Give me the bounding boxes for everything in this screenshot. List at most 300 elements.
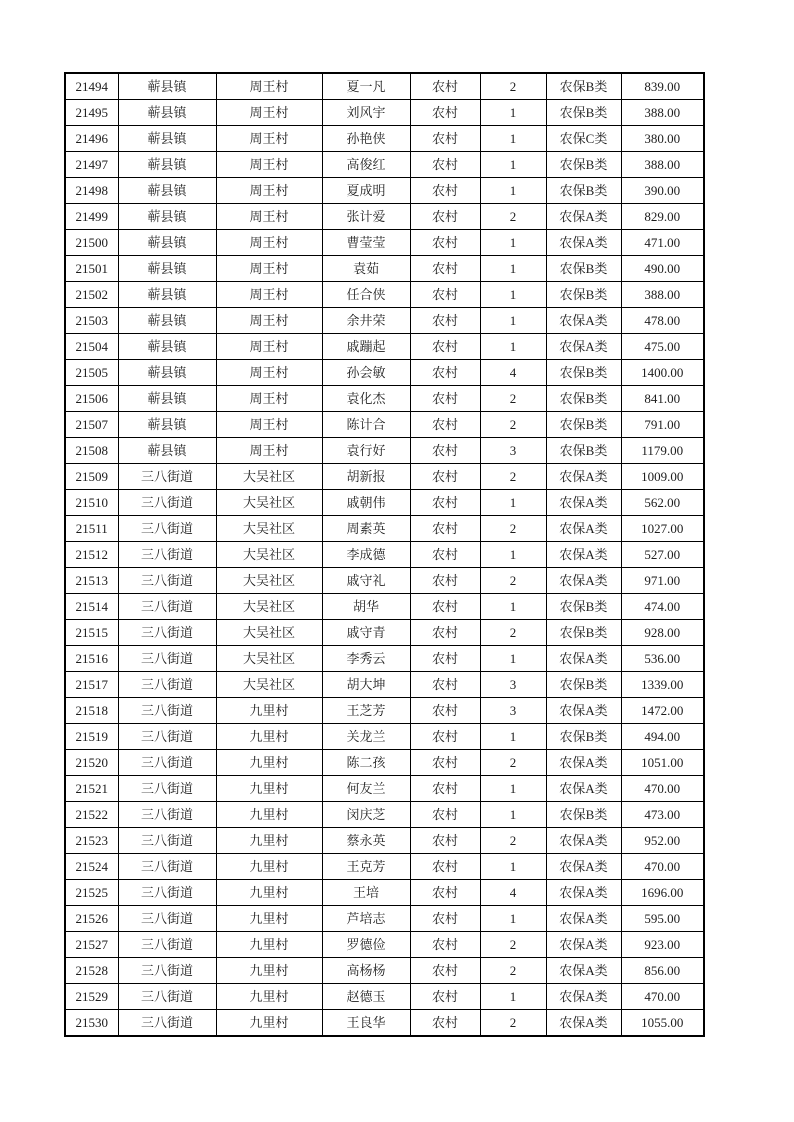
table-row [65,932,704,958]
cell-insurance-category: 农保B类 [546,594,621,620]
cell-residence-type: 农村 [410,672,480,698]
cell-town: 三八街道 [118,568,216,594]
table-row [65,880,704,906]
table-row [65,568,704,594]
cell-person-name: 王克芳 [322,854,410,880]
cell-town: 三八街道 [118,958,216,984]
cell-amount: 470.00 [621,984,704,1010]
cell-village: 九里村 [216,854,322,880]
cell-residence-type: 农村 [410,438,480,464]
cell-village: 九里村 [216,958,322,984]
cell-amount: 471.00 [621,230,704,256]
cell-village: 九里村 [216,828,322,854]
table-row [65,230,704,256]
cell-insurance-category: 农保A类 [546,854,621,880]
cell-serial-number: 21502 [65,282,118,308]
cell-person-name: 曹莹莹 [322,230,410,256]
cell-person-name: 高杨杨 [322,958,410,984]
cell-town: 三八街道 [118,594,216,620]
cell-village: 周王村 [216,438,322,464]
cell-serial-number: 21498 [65,178,118,204]
cell-residence-type: 农村 [410,750,480,776]
cell-town: 蕲县镇 [118,360,216,386]
table-row [65,724,704,750]
cell-person-count: 1 [480,334,546,360]
cell-town: 蕲县镇 [118,178,216,204]
cell-person-name: 任合侠 [322,282,410,308]
cell-village: 大吴社区 [216,542,322,568]
cell-town: 蕲县镇 [118,256,216,282]
cell-village: 周王村 [216,100,322,126]
cell-insurance-category: 农保A类 [546,542,621,568]
cell-insurance-category: 农保B类 [546,100,621,126]
cell-town: 蕲县镇 [118,412,216,438]
cell-person-name: 周素英 [322,516,410,542]
cell-town: 蕲县镇 [118,126,216,152]
cell-amount: 971.00 [621,568,704,594]
table-row [65,412,704,438]
cell-residence-type: 农村 [410,334,480,360]
cell-town: 三八街道 [118,672,216,698]
cell-insurance-category: 农保B类 [546,360,621,386]
cell-amount: 923.00 [621,932,704,958]
cell-insurance-category: 农保A类 [546,906,621,932]
cell-person-count: 4 [480,880,546,906]
cell-village: 九里村 [216,724,322,750]
cell-amount: 527.00 [621,542,704,568]
cell-residence-type: 农村 [410,256,480,282]
cell-serial-number: 21512 [65,542,118,568]
cell-amount: 388.00 [621,152,704,178]
cell-serial-number: 21507 [65,412,118,438]
cell-serial-number: 21527 [65,932,118,958]
cell-person-name: 芦培志 [322,906,410,932]
cell-amount: 1400.00 [621,360,704,386]
table-row [65,152,704,178]
table-row [65,516,704,542]
table-row [65,698,704,724]
cell-village: 大吴社区 [216,620,322,646]
cell-person-count: 4 [480,360,546,386]
cell-person-count: 2 [480,1010,546,1037]
cell-town: 蕲县镇 [118,100,216,126]
cell-town: 三八街道 [118,464,216,490]
cell-residence-type: 农村 [410,230,480,256]
cell-insurance-category: 农保C类 [546,126,621,152]
table-row [65,906,704,932]
cell-amount: 1009.00 [621,464,704,490]
cell-town: 蕲县镇 [118,334,216,360]
table-row [65,438,704,464]
cell-residence-type: 农村 [410,984,480,1010]
cell-residence-type: 农村 [410,73,480,100]
cell-person-name: 张计爱 [322,204,410,230]
cell-village: 周王村 [216,204,322,230]
cell-residence-type: 农村 [410,204,480,230]
table-row [65,256,704,282]
cell-insurance-category: 农保A类 [546,932,621,958]
cell-amount: 829.00 [621,204,704,230]
cell-residence-type: 农村 [410,594,480,620]
cell-town: 三八街道 [118,646,216,672]
cell-amount: 1179.00 [621,438,704,464]
cell-residence-type: 农村 [410,932,480,958]
cell-serial-number: 21504 [65,334,118,360]
table-row [65,672,704,698]
cell-serial-number: 21516 [65,646,118,672]
cell-person-name: 高俊红 [322,152,410,178]
cell-town: 蕲县镇 [118,230,216,256]
table-row [65,490,704,516]
table-row [65,464,704,490]
cell-village: 大吴社区 [216,646,322,672]
cell-town: 蕲县镇 [118,282,216,308]
cell-village: 周王村 [216,360,322,386]
cell-insurance-category: 农保A类 [546,776,621,802]
cell-village: 周王村 [216,73,322,100]
cell-village: 周王村 [216,308,322,334]
cell-insurance-category: 农保A类 [546,230,621,256]
cell-person-count: 1 [480,594,546,620]
cell-village: 九里村 [216,932,322,958]
cell-residence-type: 农村 [410,828,480,854]
cell-amount: 1027.00 [621,516,704,542]
cell-insurance-category: 农保B类 [546,152,621,178]
cell-person-name: 闵庆芝 [322,802,410,828]
table-row [65,750,704,776]
cell-person-name: 何友兰 [322,776,410,802]
cell-person-count: 1 [480,854,546,880]
cell-amount: 1339.00 [621,672,704,698]
cell-residence-type: 农村 [410,516,480,542]
cell-amount: 490.00 [621,256,704,282]
cell-serial-number: 21499 [65,204,118,230]
cell-person-count: 2 [480,932,546,958]
cell-person-count: 2 [480,386,546,412]
cell-town: 三八街道 [118,932,216,958]
cell-serial-number: 21496 [65,126,118,152]
cell-residence-type: 农村 [410,178,480,204]
records-table-body [65,73,704,1036]
cell-residence-type: 农村 [410,906,480,932]
cell-person-name: 陈计合 [322,412,410,438]
cell-person-count: 1 [480,100,546,126]
cell-village: 大吴社区 [216,516,322,542]
cell-insurance-category: 农保A类 [546,568,621,594]
cell-insurance-category: 农保A类 [546,464,621,490]
cell-insurance-category: 农保B类 [546,178,621,204]
cell-person-name: 李秀云 [322,646,410,672]
cell-serial-number: 21517 [65,672,118,698]
cell-town: 蕲县镇 [118,152,216,178]
cell-person-count: 1 [480,256,546,282]
cell-village: 大吴社区 [216,464,322,490]
cell-village: 大吴社区 [216,594,322,620]
cell-village: 九里村 [216,1010,322,1037]
cell-person-name: 关龙兰 [322,724,410,750]
cell-person-count: 2 [480,204,546,230]
cell-residence-type: 农村 [410,308,480,334]
cell-village: 九里村 [216,984,322,1010]
table-row [65,776,704,802]
cell-serial-number: 21506 [65,386,118,412]
cell-amount: 494.00 [621,724,704,750]
cell-residence-type: 农村 [410,802,480,828]
cell-person-count: 2 [480,73,546,100]
cell-insurance-category: 农保A类 [546,880,621,906]
cell-residence-type: 农村 [410,360,480,386]
cell-village: 大吴社区 [216,672,322,698]
cell-person-name: 夏成明 [322,178,410,204]
table-row [65,854,704,880]
cell-amount: 536.00 [621,646,704,672]
cell-residence-type: 农村 [410,568,480,594]
cell-insurance-category: 农保B类 [546,672,621,698]
cell-residence-type: 农村 [410,724,480,750]
cell-village: 九里村 [216,750,322,776]
cell-town: 三八街道 [118,620,216,646]
table-row [65,282,704,308]
cell-person-count: 3 [480,698,546,724]
cell-residence-type: 农村 [410,1010,480,1037]
cell-insurance-category: 农保B类 [546,256,621,282]
cell-amount: 1696.00 [621,880,704,906]
cell-person-count: 1 [480,906,546,932]
cell-person-count: 2 [480,568,546,594]
table-row [65,73,704,100]
cell-insurance-category: 农保A类 [546,204,621,230]
cell-amount: 388.00 [621,282,704,308]
cell-person-count: 1 [480,490,546,516]
cell-insurance-category: 农保B类 [546,802,621,828]
cell-serial-number: 21500 [65,230,118,256]
cell-person-count: 1 [480,776,546,802]
cell-amount: 475.00 [621,334,704,360]
cell-residence-type: 农村 [410,386,480,412]
table-row [65,126,704,152]
cell-town: 蕲县镇 [118,438,216,464]
table-row [65,334,704,360]
records-table [64,72,705,1037]
table-row [65,178,704,204]
cell-person-name: 袁行好 [322,438,410,464]
cell-town: 三八街道 [118,1010,216,1037]
cell-person-count: 3 [480,438,546,464]
cell-insurance-category: 农保A类 [546,828,621,854]
cell-insurance-category: 农保B类 [546,724,621,750]
cell-village: 周王村 [216,334,322,360]
cell-person-count: 2 [480,412,546,438]
cell-amount: 473.00 [621,802,704,828]
cell-town: 三八街道 [118,724,216,750]
cell-residence-type: 农村 [410,880,480,906]
cell-serial-number: 21519 [65,724,118,750]
cell-person-count: 1 [480,802,546,828]
cell-person-name: 袁茹 [322,256,410,282]
cell-residence-type: 农村 [410,620,480,646]
cell-insurance-category: 农保A类 [546,516,621,542]
cell-serial-number: 21505 [65,360,118,386]
cell-person-name: 陈二孩 [322,750,410,776]
cell-residence-type: 农村 [410,854,480,880]
cell-person-count: 2 [480,958,546,984]
table-row [65,984,704,1010]
cell-village: 大吴社区 [216,490,322,516]
cell-serial-number: 21529 [65,984,118,1010]
cell-person-name: 戚朝伟 [322,490,410,516]
cell-person-count: 2 [480,828,546,854]
cell-serial-number: 21513 [65,568,118,594]
cell-person-name: 夏一凡 [322,73,410,100]
cell-serial-number: 21523 [65,828,118,854]
cell-person-count: 3 [480,672,546,698]
cell-person-count: 1 [480,282,546,308]
cell-serial-number: 21524 [65,854,118,880]
cell-residence-type: 农村 [410,698,480,724]
cell-person-count: 1 [480,230,546,256]
table-row [65,620,704,646]
cell-town: 三八街道 [118,984,216,1010]
table-row [65,802,704,828]
table-row [65,308,704,334]
cell-amount: 388.00 [621,100,704,126]
cell-person-name: 刘风宇 [322,100,410,126]
cell-insurance-category: 农保A类 [546,750,621,776]
cell-person-name: 王培 [322,880,410,906]
cell-serial-number: 21525 [65,880,118,906]
cell-person-count: 1 [480,152,546,178]
cell-person-count: 1 [480,542,546,568]
cell-residence-type: 农村 [410,776,480,802]
cell-serial-number: 21522 [65,802,118,828]
cell-village: 周王村 [216,126,322,152]
cell-insurance-category: 农保B类 [546,282,621,308]
table-row [65,100,704,126]
cell-insurance-category: 农保B类 [546,386,621,412]
cell-serial-number: 21503 [65,308,118,334]
cell-amount: 928.00 [621,620,704,646]
cell-insurance-category: 农保B类 [546,438,621,464]
cell-person-name: 王芝芳 [322,698,410,724]
cell-amount: 474.00 [621,594,704,620]
cell-person-name: 孙艳侠 [322,126,410,152]
cell-person-count: 1 [480,126,546,152]
cell-town: 蕲县镇 [118,204,216,230]
cell-amount: 856.00 [621,958,704,984]
cell-serial-number: 21494 [65,73,118,100]
cell-person-name: 蔡永英 [322,828,410,854]
cell-insurance-category: 农保B类 [546,412,621,438]
cell-residence-type: 农村 [410,646,480,672]
cell-amount: 595.00 [621,906,704,932]
cell-person-name: 戚守礼 [322,568,410,594]
cell-person-name: 王良华 [322,1010,410,1037]
cell-town: 蕲县镇 [118,73,216,100]
cell-village: 周王村 [216,256,322,282]
cell-person-name: 余井荣 [322,308,410,334]
cell-village: 周王村 [216,152,322,178]
cell-person-name: 胡新报 [322,464,410,490]
cell-town: 蕲县镇 [118,308,216,334]
cell-residence-type: 农村 [410,412,480,438]
table-row [65,542,704,568]
cell-village: 周王村 [216,412,322,438]
cell-town: 三八街道 [118,828,216,854]
cell-person-name: 胡大坤 [322,672,410,698]
cell-town: 三八街道 [118,490,216,516]
cell-town: 蕲县镇 [118,386,216,412]
cell-person-name: 罗德俭 [322,932,410,958]
cell-serial-number: 21515 [65,620,118,646]
table-row [65,646,704,672]
cell-village: 周王村 [216,282,322,308]
cell-residence-type: 农村 [410,126,480,152]
cell-village: 九里村 [216,906,322,932]
cell-serial-number: 21511 [65,516,118,542]
cell-person-count: 2 [480,620,546,646]
cell-amount: 1472.00 [621,698,704,724]
cell-village: 九里村 [216,698,322,724]
cell-person-name: 赵德玉 [322,984,410,1010]
cell-village: 周王村 [216,178,322,204]
cell-town: 三八街道 [118,802,216,828]
cell-residence-type: 农村 [410,100,480,126]
cell-serial-number: 21501 [65,256,118,282]
cell-person-name: 袁化杰 [322,386,410,412]
cell-residence-type: 农村 [410,464,480,490]
cell-residence-type: 农村 [410,152,480,178]
cell-amount: 952.00 [621,828,704,854]
cell-serial-number: 21509 [65,464,118,490]
cell-town: 三八街道 [118,776,216,802]
cell-serial-number: 21518 [65,698,118,724]
cell-amount: 839.00 [621,73,704,100]
cell-town: 三八街道 [118,906,216,932]
cell-amount: 470.00 [621,854,704,880]
cell-serial-number: 21497 [65,152,118,178]
cell-town: 三八街道 [118,698,216,724]
cell-town: 三八街道 [118,880,216,906]
cell-insurance-category: 农保B类 [546,73,621,100]
table-row [65,828,704,854]
cell-amount: 390.00 [621,178,704,204]
cell-person-name: 戚守青 [322,620,410,646]
cell-town: 三八街道 [118,516,216,542]
cell-serial-number: 21521 [65,776,118,802]
cell-person-count: 2 [480,516,546,542]
cell-person-count: 1 [480,308,546,334]
cell-amount: 562.00 [621,490,704,516]
cell-insurance-category: 农保A类 [546,646,621,672]
table-row [65,594,704,620]
cell-insurance-category: 农保A类 [546,984,621,1010]
table-row [65,386,704,412]
cell-amount: 380.00 [621,126,704,152]
cell-town: 三八街道 [118,542,216,568]
cell-person-count: 2 [480,750,546,776]
cell-person-name: 李成德 [322,542,410,568]
cell-person-name: 胡华 [322,594,410,620]
table-row [65,360,704,386]
cell-person-count: 1 [480,646,546,672]
table-row [65,1010,704,1037]
cell-serial-number: 21530 [65,1010,118,1037]
cell-village: 九里村 [216,880,322,906]
cell-serial-number: 21508 [65,438,118,464]
cell-amount: 791.00 [621,412,704,438]
cell-person-name: 戚蹦起 [322,334,410,360]
cell-serial-number: 21526 [65,906,118,932]
